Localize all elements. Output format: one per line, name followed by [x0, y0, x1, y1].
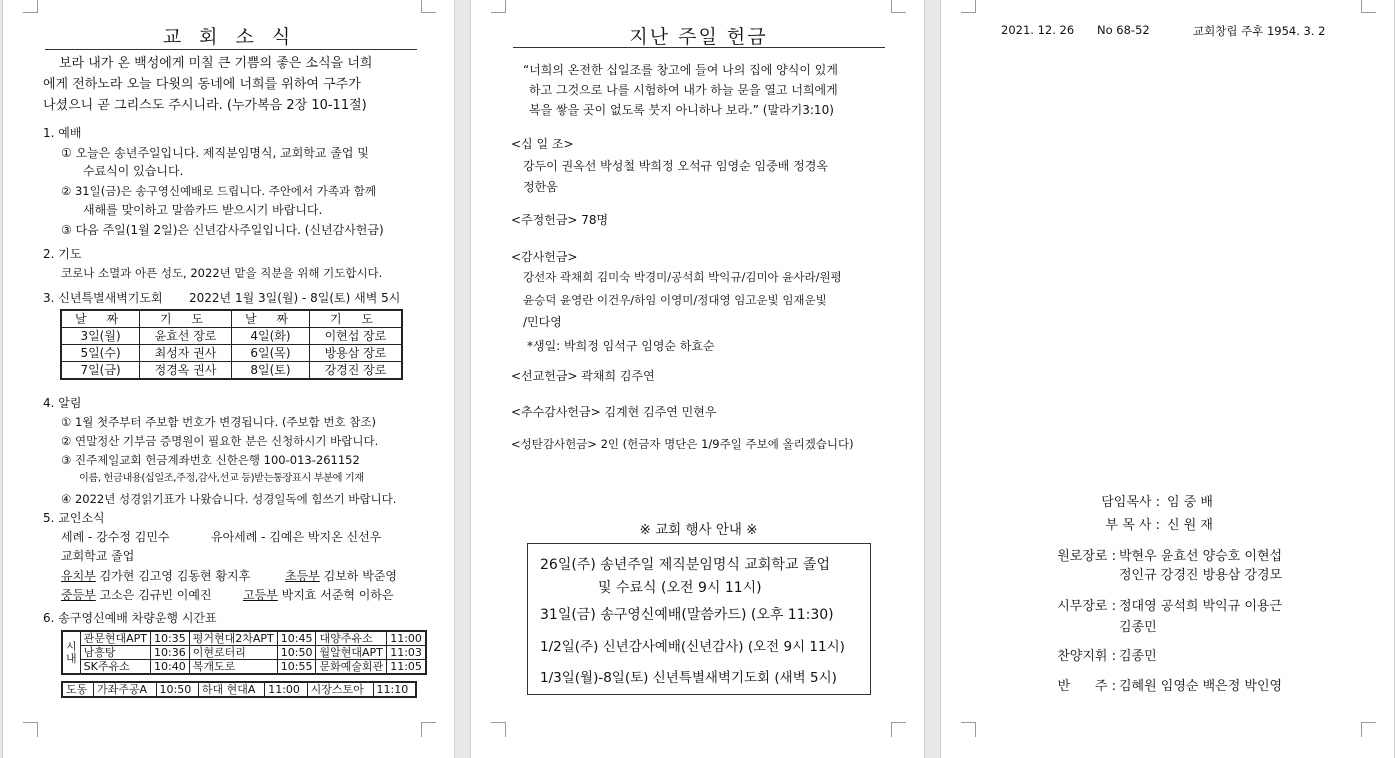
bulletin-page-news	[2, 0, 455, 758]
birthday-offering: *생일: 박희정 임석구 임영순 하효순	[527, 339, 715, 353]
table-row	[62, 660, 426, 675]
verse-line: “너희의 온전한 십일조를 창고에 들여 나의 집에 양식이 있게	[523, 63, 838, 77]
bus-stop: 월알현대APT	[316, 646, 387, 660]
dept-label: 초등부	[285, 569, 320, 583]
verse-line: 하고 그것으로 나를 시험하여 내가 하늘 문을 열고 너희에게	[529, 83, 838, 97]
bus-stop: 하대 현대A	[198, 682, 264, 697]
verse-line: 보라 내가 온 백성에게 미칠 큰 기쁨의 좋은 소식을 너희	[59, 56, 373, 71]
bus-stop: 대양주유소	[316, 631, 387, 646]
bus-time: 10:50	[156, 682, 198, 697]
verse-line: 복을 쌓을 곳이 없도록 붓지 아니하나 보라.” (말라기3:10)	[529, 103, 834, 117]
staff-names: 김종민	[1119, 620, 1157, 635]
dept-label: 유치부	[61, 569, 96, 583]
verse-line: 나셨으니 곧 그리스도 주시니라. (누가복음 2장 10-11절)	[43, 98, 367, 113]
staff-names: 신 원 재	[1167, 518, 1213, 533]
column-header: 날 짜	[61, 310, 140, 328]
harvest-offering: <추수감사헌금> 김계현 김주연 민현우	[511, 405, 717, 419]
table-cell: 최성자 권사	[140, 345, 232, 362]
bulletin-page-cover	[940, 0, 1395, 758]
bus-stop: 이현로터리	[189, 646, 277, 660]
offering-names: 윤승덕 윤영란 이건우/하임 이영미/정대영 임고운빛 임재운빛	[523, 293, 827, 307]
section-heading: 1. 예배	[43, 126, 82, 140]
bus-stop: 평거현대2차APT	[189, 631, 277, 646]
staff-names: 정대영 공석희 박익규 이용근	[1119, 599, 1283, 614]
crop-mark	[491, 0, 506, 13]
bus-time: 11:05	[387, 660, 426, 675]
bulletin-date: 2021. 12. 26	[1001, 23, 1075, 37]
bulletin-issue: No 68-52	[1097, 23, 1150, 37]
bus-time: 11:10	[373, 682, 416, 697]
event-line: 31일(금) 송구영신예배(말씀카드) (오후 11:30)	[540, 607, 834, 623]
offering-label: <십 일 조>	[511, 137, 574, 151]
table-cell: 6일(목)	[231, 345, 309, 362]
table-row	[61, 362, 402, 380]
table-cell: 3일(월)	[61, 328, 140, 345]
staff-names: 박현우 윤효선 양승호 이현섭	[1119, 549, 1283, 564]
weekly-offering: <주정헌금> 78명	[511, 213, 609, 227]
table-cell: 강경진 장로	[309, 362, 402, 380]
table-cell: 윤효선 장로	[140, 328, 232, 345]
notice-line: 이름, 헌금내용(십일조,주정,감사,선교 등)받는통장표시 부분에 기재	[79, 473, 364, 484]
bus-stop: 문화예술회관	[316, 660, 387, 675]
crop-mark	[421, 0, 436, 13]
notice-line: 수료식이 있습니다.	[83, 164, 184, 178]
bus-time: 10:40	[151, 660, 190, 675]
bulletin-page-offerings	[470, 0, 925, 758]
bus-time: 10:35	[151, 631, 190, 646]
staff-role: 부 목 사 :	[1105, 518, 1160, 533]
table-row	[62, 682, 416, 697]
crop-mark	[23, 0, 38, 13]
staff-role: 원로장로 :	[1057, 549, 1116, 564]
notice-line: ③ 다음 주일(1월 2일)은 신년감사주일입니다. (신년감사헌금)	[61, 223, 384, 237]
event-line: 26일(주) 송년주일 제직분임명식 교회학교 졸업	[540, 557, 830, 573]
staff-role: 반 주 :	[1057, 679, 1116, 694]
prayer-meeting-date: 2022년 1월 3일(월) - 8일(토) 새벽 5시	[189, 291, 401, 305]
crop-mark	[421, 722, 436, 737]
column-header: 기 도	[309, 310, 402, 328]
staff-role: 찬양지휘 :	[1057, 649, 1116, 664]
dept-names: 김가현 김고영 김동현 황지후	[99, 569, 251, 583]
crop-mark	[23, 722, 38, 737]
crop-mark	[1361, 0, 1376, 13]
section-heading: 4. 알림	[43, 396, 82, 410]
notice-line: ① 1월 첫주부터 주보함 번호가 변경됩니다. (주보함 번호 참조)	[61, 415, 377, 429]
table-header-row	[61, 310, 402, 328]
dept-line	[285, 567, 397, 585]
dept-label: 고등부	[243, 588, 278, 602]
notice-line: ① 오늘은 송년주일입니다. 제직분임명식, 교회학교 졸업 및	[61, 146, 369, 160]
notice-line: ④ 2022년 성경읽기표가 나왔습니다. 성경일독에 힘쓰기 바랍니다.	[61, 492, 397, 506]
christmas-offering: <성탄감사헌금> 2인 (헌금자 명단은 1/9주일 주보에 올리겠습니다)	[511, 437, 854, 451]
crop-mark	[961, 0, 976, 13]
event-line: 및 수료식 (오전 9시 11시)	[598, 580, 762, 596]
page-title: 교 회 소 식	[162, 26, 297, 48]
offering-names: 정한움	[523, 180, 558, 194]
table-cell: 8일(토)	[231, 362, 309, 380]
dept-label: 중등부	[61, 588, 96, 602]
graduation-heading: 교회학교 졸업	[61, 549, 135, 563]
section-heading: 5. 교인소식	[43, 511, 105, 525]
crop-mark	[1361, 722, 1376, 737]
events-box	[527, 543, 871, 695]
dept-names: 박지효 서준혁 이하은	[281, 588, 394, 602]
bus-time: 10:55	[277, 660, 316, 675]
page-title: 지난 주일 헌금	[629, 26, 768, 48]
crop-mark	[891, 722, 906, 737]
notice-line: ③ 진주제일교회 헌금계좌번호 신한은행 100-013-261152	[61, 453, 360, 467]
baptism-line: 세례 - 강수정 김민수	[61, 530, 170, 544]
bus-stop: 시장스토아	[307, 682, 373, 697]
table-cell: 5일(수)	[61, 345, 140, 362]
bus-time: 10:45	[277, 631, 316, 646]
table-cell: 방용삼 장로	[309, 345, 402, 362]
section-heading: 3. 신년특별새벽기도회	[43, 291, 163, 305]
mission-offering: <선교헌금> 곽채희 김주연	[511, 369, 655, 383]
table-row	[61, 345, 402, 362]
table-cell: 이현섭 장로	[309, 328, 402, 345]
staff-role: 담임목사 :	[1101, 495, 1160, 510]
section-heading: 2. 기도	[43, 247, 82, 261]
table-cell: 7일(금)	[61, 362, 140, 380]
bus-time: 10:50	[277, 646, 316, 660]
offering-label: <감사헌금>	[511, 250, 578, 264]
staff-names: 김종민	[1119, 649, 1157, 664]
table-row	[61, 328, 402, 345]
offering-names: 강두이 권옥선 박성철 박희정 오석규 임영순 임중배 정경옥	[523, 159, 828, 173]
dept-names: 고소은 김규빈 이예진	[99, 588, 212, 602]
verse-line: 에게 전하노라 오늘 다윗의 동네에 너희를 위하여 구주가	[43, 77, 361, 92]
staff-names: 임 중 배	[1167, 495, 1213, 510]
city-route-label: 시내	[62, 631, 80, 674]
bus-time: 10:36	[151, 646, 190, 660]
infant-baptism-line: 유아세례 - 김예은 박지온 신선우	[211, 530, 382, 544]
staff-names: 정인규 강경진 방용삼 강경모	[1119, 568, 1283, 583]
notice-line: ② 31일(금)은 송구영신예배로 드립니다. 주안에서 가족과 함께	[61, 184, 377, 198]
table-cell: 4일(화)	[231, 328, 309, 345]
bus-stop: 남흥탕	[80, 646, 150, 660]
offering-names: 강선자 곽채희 김미숙 박경미/공석희 박익규/김미아 윤사라/원평	[523, 270, 842, 284]
column-header: 날 짜	[231, 310, 309, 328]
staff-names: 김혜원 임영순 백은정 박인영	[1119, 679, 1283, 694]
events-title: ※ 교회 행사 안내 ※	[639, 522, 758, 538]
prayer-schedule-table	[60, 309, 403, 380]
prayer-line: 코로나 소멸과 아픈 성도, 2022년 맡을 직분을 위해 기도합시다.	[61, 266, 383, 280]
notice-line: ② 연말정산 기부금 증명원이 필요한 분은 신청하시기 바랍니다.	[61, 434, 379, 448]
dept-line	[243, 586, 394, 604]
staff-role: 시무장로 :	[1057, 599, 1116, 614]
table-cell: 정경옥 권사	[140, 362, 232, 380]
dept-line	[61, 586, 212, 604]
section-heading: 6. 송구영신예배 차량운행 시간표	[43, 611, 217, 625]
dept-line	[61, 567, 250, 585]
bus-stop: 관문현대APT	[80, 631, 150, 646]
bus-schedule-table	[61, 630, 427, 675]
bus-schedule-dongbu-table	[61, 681, 417, 698]
title-rule	[45, 49, 417, 50]
table-row	[62, 646, 426, 660]
bus-stop: SK주유소	[80, 660, 150, 675]
bus-stop: 가좌주공A	[94, 682, 156, 697]
crop-mark	[891, 0, 906, 13]
church-founded: 교회창립 주후 1954. 3. 2	[1193, 24, 1326, 38]
table-row	[62, 631, 426, 646]
event-line: 1/2일(주) 신년감사예배(신년감사) (오전 9시 11시)	[540, 639, 845, 655]
notice-line: 새해를 맞이하고 말씀카드 받으시기 바랍니다.	[83, 203, 323, 217]
bus-time: 11:00	[265, 682, 307, 697]
bus-time: 11:00	[387, 631, 426, 646]
bus-time: 11:03	[387, 646, 426, 660]
bus-stop: 복개도로	[189, 660, 277, 675]
crop-mark	[491, 722, 506, 737]
route-label: 도동	[62, 682, 94, 697]
title-rule	[513, 47, 885, 48]
offering-names: /민다영	[523, 315, 562, 329]
crop-mark	[961, 722, 976, 737]
event-line: 1/3일(월)-8일(토) 신년특별새벽기도회 (새벽 5시)	[540, 670, 837, 686]
column-header: 기 도	[140, 310, 232, 328]
dept-names: 김보하 박준영	[323, 569, 397, 583]
